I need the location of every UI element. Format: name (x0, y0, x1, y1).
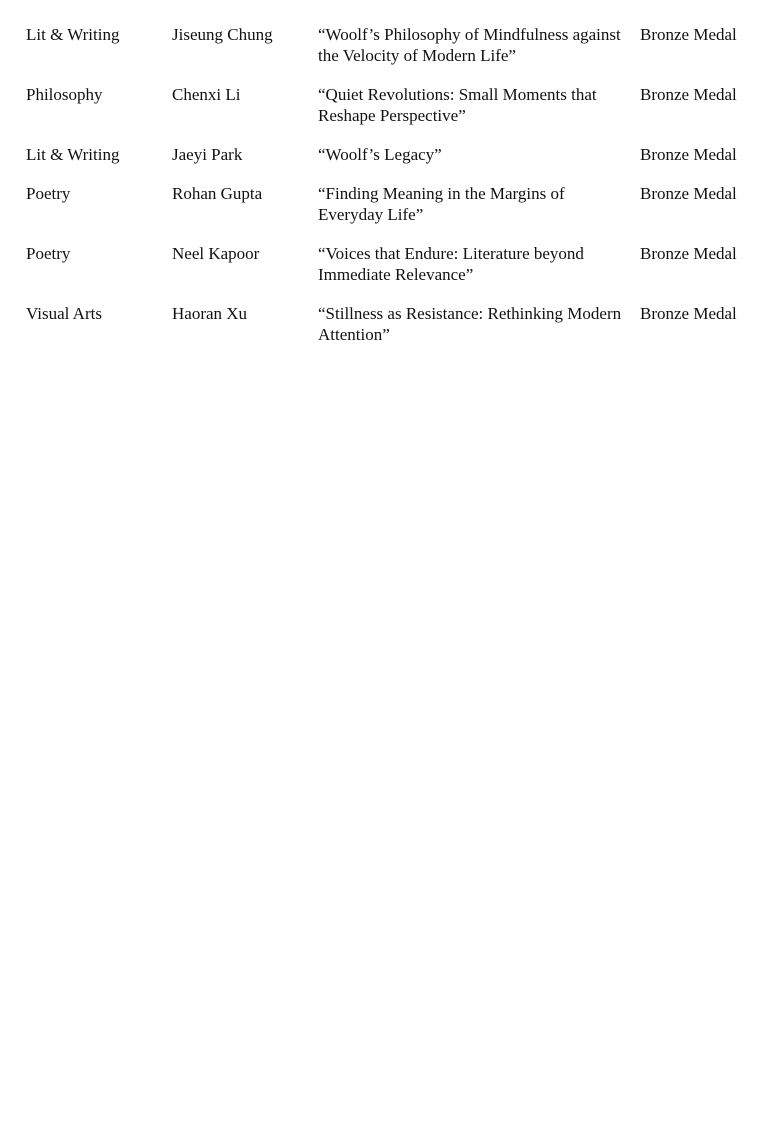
work-title-cell: “Quiet Revolutions: Small Moments that Reshape Perspective” (318, 85, 597, 125)
category-cell: Poetry (26, 244, 71, 263)
work-title-cell: “Woolf’s Philosophy of Mindfulness against the Velocity of Modern Life” (318, 25, 621, 65)
table-row (26, 144, 756, 183)
work-title-cell: “Finding Meaning in the Margins of Everyday Life” (318, 184, 565, 224)
award-cell: Bronze Medal (640, 145, 737, 164)
award-cell: Bronze Medal (640, 244, 737, 263)
student-name-cell: Jaeyi Park (172, 145, 243, 164)
work-title-cell: “Voices that Endure: Literature beyond Immediate Relevance” (318, 244, 584, 284)
award-cell: Bronze Medal (640, 25, 737, 44)
award-cell: Bronze Medal (640, 85, 737, 104)
awards-table (26, 24, 756, 363)
student-name-cell: Rohan Gupta (172, 184, 263, 203)
category-cell: Philosophy (26, 85, 103, 104)
student-name-cell: Jiseung Chung (172, 25, 273, 44)
category-cell: Poetry (26, 184, 71, 203)
work-title-cell: “Woolf’s Legacy” (318, 145, 442, 164)
award-cell: Bronze Medal (640, 304, 737, 323)
table-row (26, 303, 756, 363)
award-cell: Bronze Medal (640, 184, 737, 203)
work-title-cell: “Stillness as Resistance: Rethinking Modern Attention” (318, 304, 622, 344)
student-name-cell: Neel Kapoor (172, 244, 260, 263)
table-row (26, 84, 756, 144)
table-row (26, 183, 756, 243)
category-cell: Lit & Writing (26, 25, 120, 44)
category-cell: Visual Arts (26, 304, 102, 323)
student-name-cell: Haoran Xu (172, 304, 248, 323)
student-name-cell: Chenxi Li (172, 85, 241, 104)
table-row (26, 243, 756, 303)
table-row (26, 24, 756, 84)
category-cell: Lit & Writing (26, 145, 120, 164)
